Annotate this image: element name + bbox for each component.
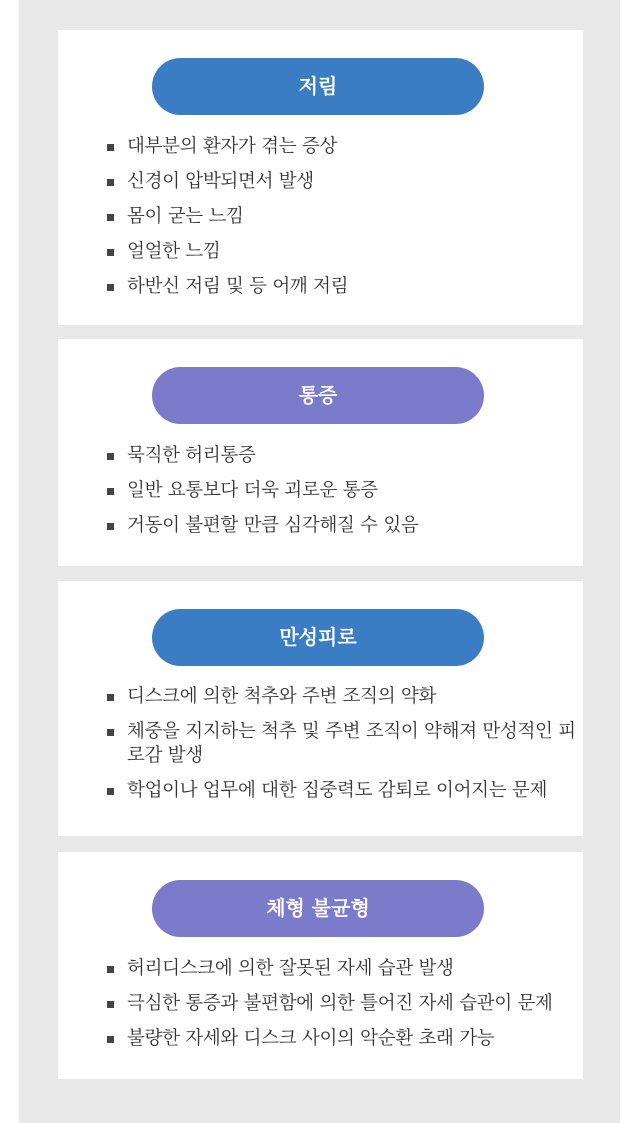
section-title-numbness: 저림 — [152, 58, 484, 115]
symptom-card-pain — [58, 339, 583, 566]
list-item: 대부분의 환자가 겪는 증상 — [107, 135, 577, 159]
square-bullet-icon — [107, 179, 114, 186]
list-item: 학업이나 업무에 대한 집중력도 감퇴로 이어지는 문제 — [107, 779, 577, 803]
list-item: 신경이 압박되면서 발생 — [107, 170, 577, 194]
square-bullet-icon — [107, 1001, 114, 1008]
square-bullet-icon — [107, 249, 114, 256]
square-bullet-icon — [107, 488, 114, 495]
section-title-imbalance: 체형 불균형 — [152, 880, 484, 937]
symptom-card-fatigue — [58, 581, 583, 836]
list-item: 체중을 지지하는 척추 및 주변 조직이 약해져 만성적인 피로감 발생 — [107, 720, 577, 768]
list-item: 일반 요통보다 더욱 괴로운 통증 — [107, 479, 577, 503]
list-item: 얼얼한 느낌 — [107, 240, 577, 264]
list-item: 몸이 굳는 느낌 — [107, 205, 577, 229]
square-bullet-icon — [107, 966, 114, 973]
list-item: 극심한 통증과 불편함에 의한 틀어진 자세 습관이 문제 — [107, 992, 577, 1016]
square-bullet-icon — [107, 453, 114, 460]
square-bullet-icon — [107, 214, 114, 221]
square-bullet-icon — [107, 523, 114, 530]
square-bullet-icon — [107, 284, 114, 291]
square-bullet-icon — [107, 1036, 114, 1043]
square-bullet-icon — [107, 144, 114, 151]
square-bullet-icon — [107, 729, 114, 736]
section-title-pain: 통증 — [152, 367, 484, 424]
list-item: 디스크에 의한 척추와 주변 조직의 약화 — [107, 685, 577, 709]
section-title-fatigue: 만성피로 — [152, 609, 484, 666]
list-item: 거동이 불편할 만큼 심각해질 수 있음 — [107, 514, 577, 538]
symptom-card-numbness — [58, 30, 583, 325]
square-bullet-icon — [107, 788, 114, 795]
symptom-list-pain — [107, 444, 577, 549]
symptom-list-numbness — [107, 135, 577, 310]
list-item: 불량한 자세와 디스크 사이의 악순환 초래 가능 — [107, 1027, 577, 1051]
list-item: 허리디스크에 의한 잘못된 자세 습관 발생 — [107, 957, 577, 981]
symptom-list-fatigue — [107, 685, 577, 814]
square-bullet-icon — [107, 694, 114, 701]
symptom-card-imbalance — [58, 852, 583, 1079]
list-item: 하반신 저림 및 등 어깨 저림 — [107, 275, 577, 299]
list-item: 묵직한 허리통증 — [107, 444, 577, 468]
symptom-list-imbalance — [107, 957, 577, 1062]
